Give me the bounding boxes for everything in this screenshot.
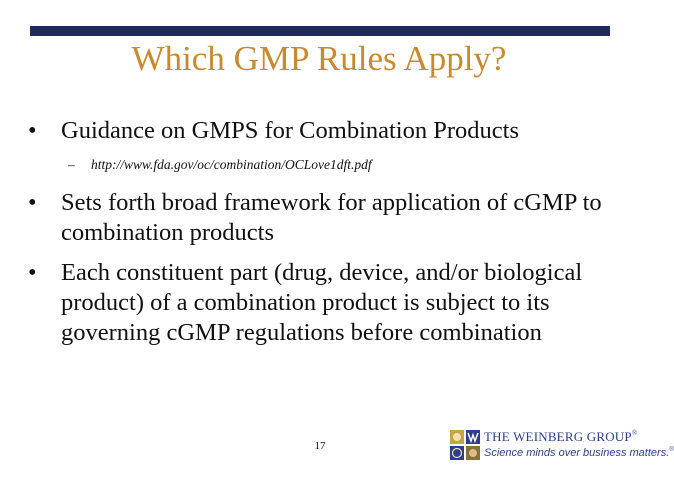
bullet-text: Sets forth broad framework for application of cGMP to combination products	[61, 189, 602, 246]
bullet-item	[28, 116, 608, 146]
bullet-item	[28, 258, 608, 348]
bullet-marker: •	[28, 259, 37, 286]
logo-name-mark: ®	[631, 429, 638, 437]
url-text: http://www.fda.gov/oc/combination/OCLove1dft.pdf	[91, 157, 372, 172]
sub-bullet-marker: –	[68, 157, 75, 172]
bullet-marker: •	[28, 189, 37, 216]
bullet-text: Guidance on GMPS for Combination Products	[61, 117, 519, 144]
page-number: 17	[314, 440, 326, 452]
bullet-text: Each constituent part (drug, device, and/or biological product) of a combination product is subject to its governing cGMP regulations before combination	[61, 259, 583, 346]
bullet-list	[28, 116, 608, 358]
logo-tagline: Science minds over business matters.	[484, 447, 670, 459]
company-logo	[450, 428, 674, 464]
logo-emblem-icon	[450, 430, 480, 460]
sub-bullet-item	[28, 156, 608, 174]
top-rule	[30, 26, 610, 36]
logo-name: THE WEINBERG GROUP	[484, 429, 632, 444]
slide-title: Which GMP Rules Apply?	[131, 39, 507, 78]
bullet-marker: •	[28, 117, 37, 144]
bullet-item	[28, 188, 608, 248]
logo-tagline-mark: ®	[669, 447, 674, 453]
